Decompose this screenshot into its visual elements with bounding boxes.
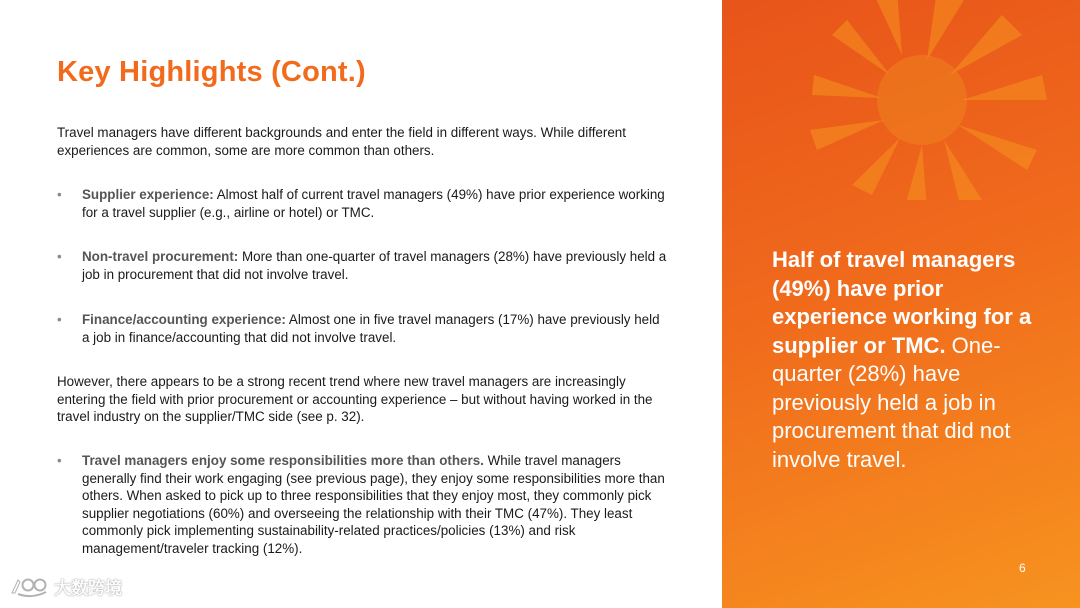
highlight-panel <box>722 0 1080 608</box>
bullet-text: More than one-quarter of travel managers (28%) have previously held a job in procurement that did not involve travel. <box>82 249 667 282</box>
bullet-marker: • <box>57 249 62 264</box>
callout-text <box>772 246 1052 474</box>
callout-rest: One-quarter (28%) have previously held a job in procurement that did not involve travel. <box>772 332 1011 472</box>
intro-paragraph: Travel managers have different backgrounds and enter the field in different ways. While different experiences are common, some are more common than others. <box>57 125 626 158</box>
sun-core <box>877 55 967 145</box>
trend-paragraph: However, there appears to be a strong recent trend where new travel managers are increasingly entering the field with prior procurement or accounting experience – but without having worked in the travel industry on the supplier/TMC side (see p. 32). <box>57 374 653 424</box>
bullet-responsibilities <box>57 452 667 557</box>
bullet-lead: Supplier experience: <box>82 187 214 202</box>
bullet-marker: • <box>57 453 62 468</box>
watermark <box>8 574 122 599</box>
bullet-non-travel-procurement <box>57 248 667 283</box>
bullet-text: Almost one in five travel managers (17%) have previously held a job in finance/accounting that did not involve travel. <box>82 312 660 345</box>
bullet-text: While travel managers generally find their work engaging (see previous page), they enjoy some responsibilities more than others. When asked to pick up to three responsibilities that they enjoy most, they commonly pick supplier negotiations (60%) and overseeing the relationship with their TMC (47%). They least commonly pick implementing sustainability-related practices/policies (13%) and risk management/traveler tracking (12%). <box>82 453 665 556</box>
sunburst-icon <box>722 0 1080 200</box>
page-number: 6 <box>1019 561 1026 575</box>
bullet-lead: Non-travel procurement: <box>82 249 239 264</box>
bullet-text: Almost half of current travel managers (49%) have prior experience working for a travel supplier (e.g., airline or hotel) or TMC. <box>82 187 665 220</box>
bullet-marker: • <box>57 187 62 202</box>
bullet-finance-accounting <box>57 311 667 346</box>
bullet-lead: Travel managers enjoy some responsibilities more than others. <box>82 453 484 468</box>
bullet-marker: • <box>57 312 62 327</box>
watermark-text: 大数跨境 <box>54 579 122 598</box>
bullet-supplier-experience <box>57 186 667 221</box>
bullet-lead: Finance/accounting experience: <box>82 312 286 327</box>
slide-title: Key Highlights (Cont.) <box>57 56 366 88</box>
logo-icon <box>8 575 50 599</box>
callout-strong: Half of travel managers (49%) have prior experience working for a supplier or TMC. <box>772 247 1032 358</box>
